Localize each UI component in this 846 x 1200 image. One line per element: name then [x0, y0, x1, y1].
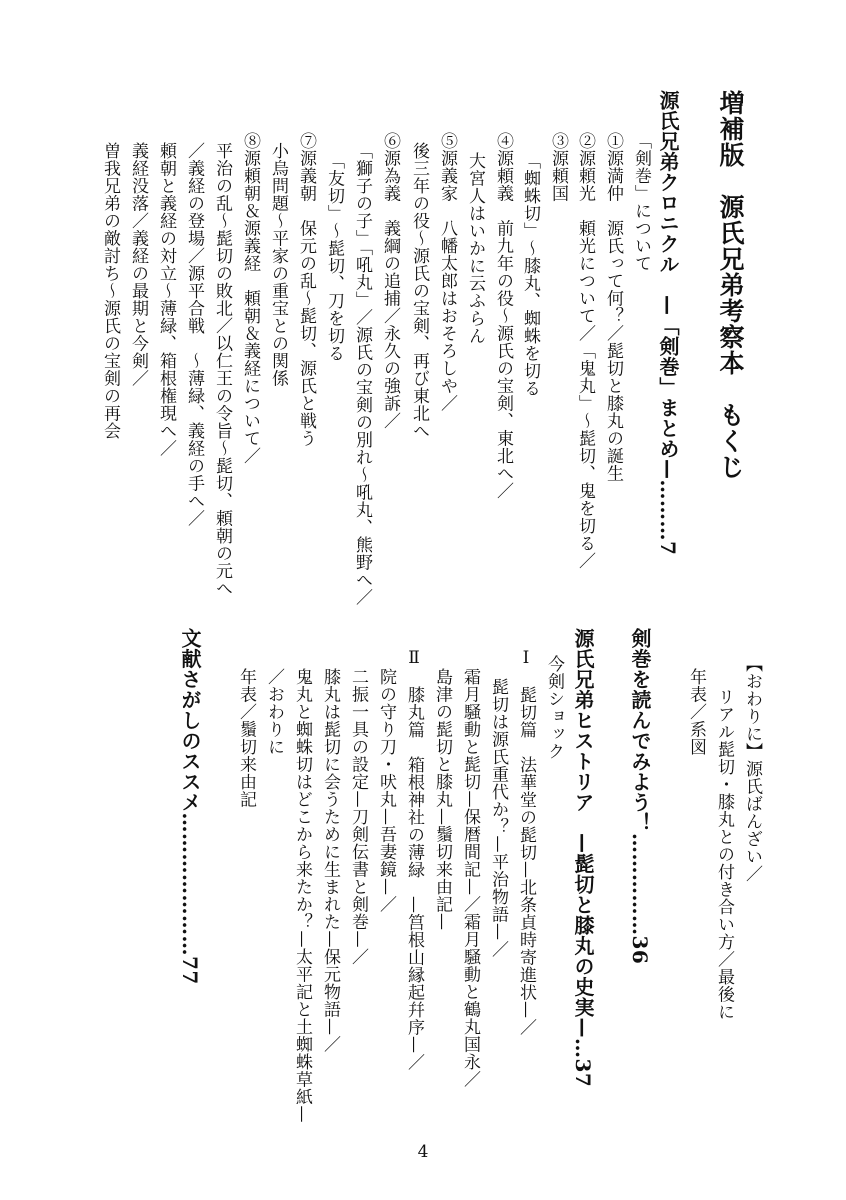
- toc-line: 「剣巻」について: [631, 132, 651, 272]
- toc-line: 「蜘蛛切」～膝丸、蜘蛛を切る: [520, 152, 540, 397]
- toc-line: ⑦源義朝 保元の乱～髭切、源氏と戦う: [296, 132, 316, 447]
- toc-line: リアル髭切・膝丸との付き合い方／最後に: [714, 688, 734, 1021]
- toc-line: 頼朝と義経の対立～薄緑、箱根権現へ／: [156, 142, 176, 457]
- toc-line: 今剣ショック: [544, 655, 564, 760]
- toc-line: 小烏問題～平家の重宝との関係: [268, 142, 288, 387]
- toc-line: 霜月騒動と髭切—保暦間記—／霜月騒動と鶴丸国永／: [460, 668, 480, 1088]
- toc-line: Ⅱ 膝丸篇 箱根神社の薄緑 —筥根山縁起幷序—／: [404, 648, 424, 1071]
- section-heading-read-kenmaki: [630, 628, 650, 964]
- toc-line: 髭切は源氏重代か？—平治物語—／: [488, 678, 508, 958]
- toc-line: ③源頼国: [548, 132, 568, 202]
- toc-line: 後三年の役～源氏の宝剣、再び東北へ: [409, 142, 429, 440]
- section-heading-bunken-text: 文献さがしのススメ: [178, 628, 202, 813]
- toc-line: ⑥源為義 義綱の追捕／永久の強訴／: [380, 132, 400, 430]
- toc-line: 鬼丸と蜘蛛切はどこから来たか？—太平記と土蜘蛛草紙—: [292, 668, 312, 1123]
- toc-line: ⑤源義家 八幡太郎はおそろしや／: [437, 132, 457, 412]
- toc-line: 大宮人はいかに云ふらん: [465, 152, 485, 345]
- toc-line: 二振一具の設定—刀剣伝書と剣巻—／: [348, 668, 368, 966]
- section-heading-read-kenmaki-text: 剣巻を読んでみよう！: [628, 628, 652, 833]
- toc-line: 曽我兄弟の敵討ち～源氏の宝剣の再会: [100, 142, 120, 440]
- toc-line: 【おわりに】源氏ばんざい／: [742, 655, 762, 883]
- toc-line: 年表／系図: [686, 668, 706, 756]
- toc-line: ⑧源頼朝＆源義経 頼朝＆義経について／: [240, 132, 260, 465]
- toc-line: ④源頼義 前九年の役～源氏の宝剣、東北へ／: [493, 132, 513, 500]
- section-heading-chronicle: [658, 90, 678, 555]
- toc-line: ①源満仲 源氏って何？／髭切と膝丸の誕生: [603, 132, 623, 482]
- toc-line: 「友切」～髭切、刀を切る: [324, 152, 344, 362]
- section-page-chronicle: ………7: [656, 479, 680, 556]
- section-heading-historia-text: 源氏兄弟ヒストリア —髭切と膝丸の史実—: [571, 628, 595, 1038]
- page-title: 増補版 源氏兄弟考察本 もくじ: [716, 90, 745, 480]
- toc-line: Ⅰ 髭切篇 法華堂の髭切—北条貞時寄進状—／: [516, 648, 536, 1036]
- toc-line: 平治の乱～髭切の敗北／以仁王の令旨～髭切、頼朝の元へ: [212, 142, 232, 597]
- toc-line: 院の守り刀・吠丸—吾妻鏡—／: [376, 668, 396, 913]
- section-page-historia: …37: [571, 1038, 595, 1088]
- toc-line: ②源頼光 頼光について／「鬼丸」～髭切、鬼を切る／: [575, 132, 595, 570]
- section-page-read-kenmaki: ……………36: [628, 833, 652, 965]
- section-heading-chronicle-text: 源氏兄弟クロニクル —「剣巻」まとめ—: [656, 90, 680, 480]
- toc-line: 膝丸は髭切に会うために生まれた—保元物語—／: [320, 668, 340, 1053]
- page-number: 4: [417, 1142, 429, 1162]
- toc-line: ／義経の登場／源平合戦 ～薄緑、義経の手へ／: [184, 142, 204, 527]
- section-heading-bunken: [180, 628, 200, 985]
- toc-line: ／おわりに: [264, 668, 284, 756]
- toc-line: 義経没落／義経の最期と今剣／: [128, 142, 148, 387]
- section-heading-historia: [573, 628, 593, 1087]
- toc-line: 島津の髭切と膝丸—鬚切来由記—: [432, 668, 452, 931]
- toc-line: 「獅子の子」「吼丸」／源氏の宝剣の別れ～吼丸、熊野へ／: [352, 142, 372, 606]
- section-page-bunken: …………………77: [178, 812, 202, 985]
- toc-line: 年表／鬚切来由記: [236, 668, 256, 808]
